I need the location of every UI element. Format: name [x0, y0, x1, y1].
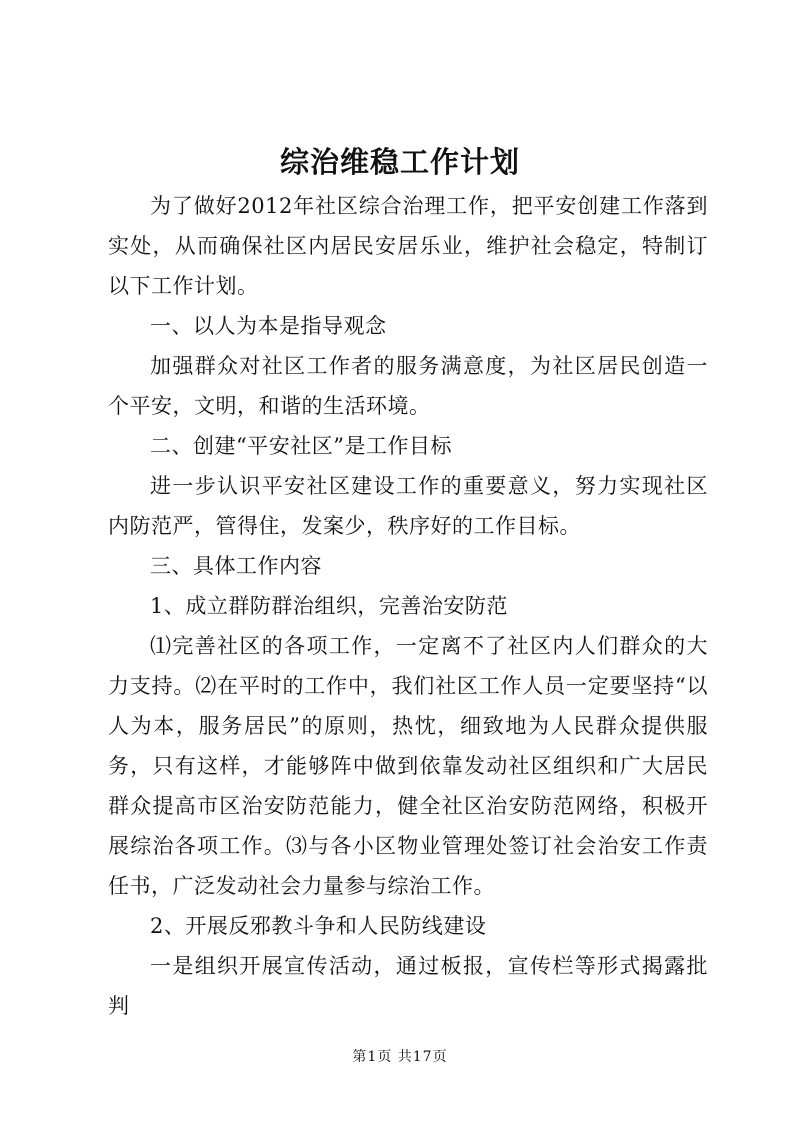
paragraph-3: ⑴完善社区的各项工作，一定离不了社区内人们群众的大力支持。⑵在平时的工作中，我们社区工作人员一定要坚持“以人为本，服务居民”的原则，热忱，细致地为人民群众提供服务，只有这样，才能够阵中做到依靠发动社区组织和广大居民群众提高市区治安防范能力，健全社区治安防范网络，积极开展综治各项工作。⑶与各小区物业管理处签订社会治安工作责任书，广泛发动社会力量参与综治工作。 [108, 634, 708, 898]
section-heading-2: 二、创建“平安社区”是工作目标 [150, 434, 452, 458]
paragraph-intro: 为了做好2012年社区综合治理工作，把平安创建工作落到实处，从而确保社区内居民安居乐业，维护社会稳定，特制订以下工作计划。 [108, 194, 708, 298]
section-heading-3: 三、具体工作内容 [150, 554, 322, 578]
subsection-heading-1: 1、成立群防群治组织，完善治安防范 [150, 594, 508, 618]
subsection-heading-2: 2、开展反邪教斗争和人民防线建设 [150, 914, 487, 938]
document-title: 综治维稳工作计划 [279, 145, 520, 179]
paragraph-2: 进一步认识平安社区建设工作的重要意义，努力实现社区内防范严，管得住，发案少，秩序好的工作目标。 [108, 474, 708, 538]
paragraph-4: 一是组织开展宣传活动，通过板报，宣传栏等形式揭露批判 [108, 954, 708, 1018]
page-number: 第1页 共17页 [352, 1049, 448, 1065]
paragraph-1: 加强群众对社区工作者的服务满意度，为社区居民创造一个平安，文明，和谐的生活环境。 [108, 354, 708, 418]
document-body [108, 186, 708, 1026]
section-heading-1: 一、以人为本是指导观念 [150, 314, 387, 338]
